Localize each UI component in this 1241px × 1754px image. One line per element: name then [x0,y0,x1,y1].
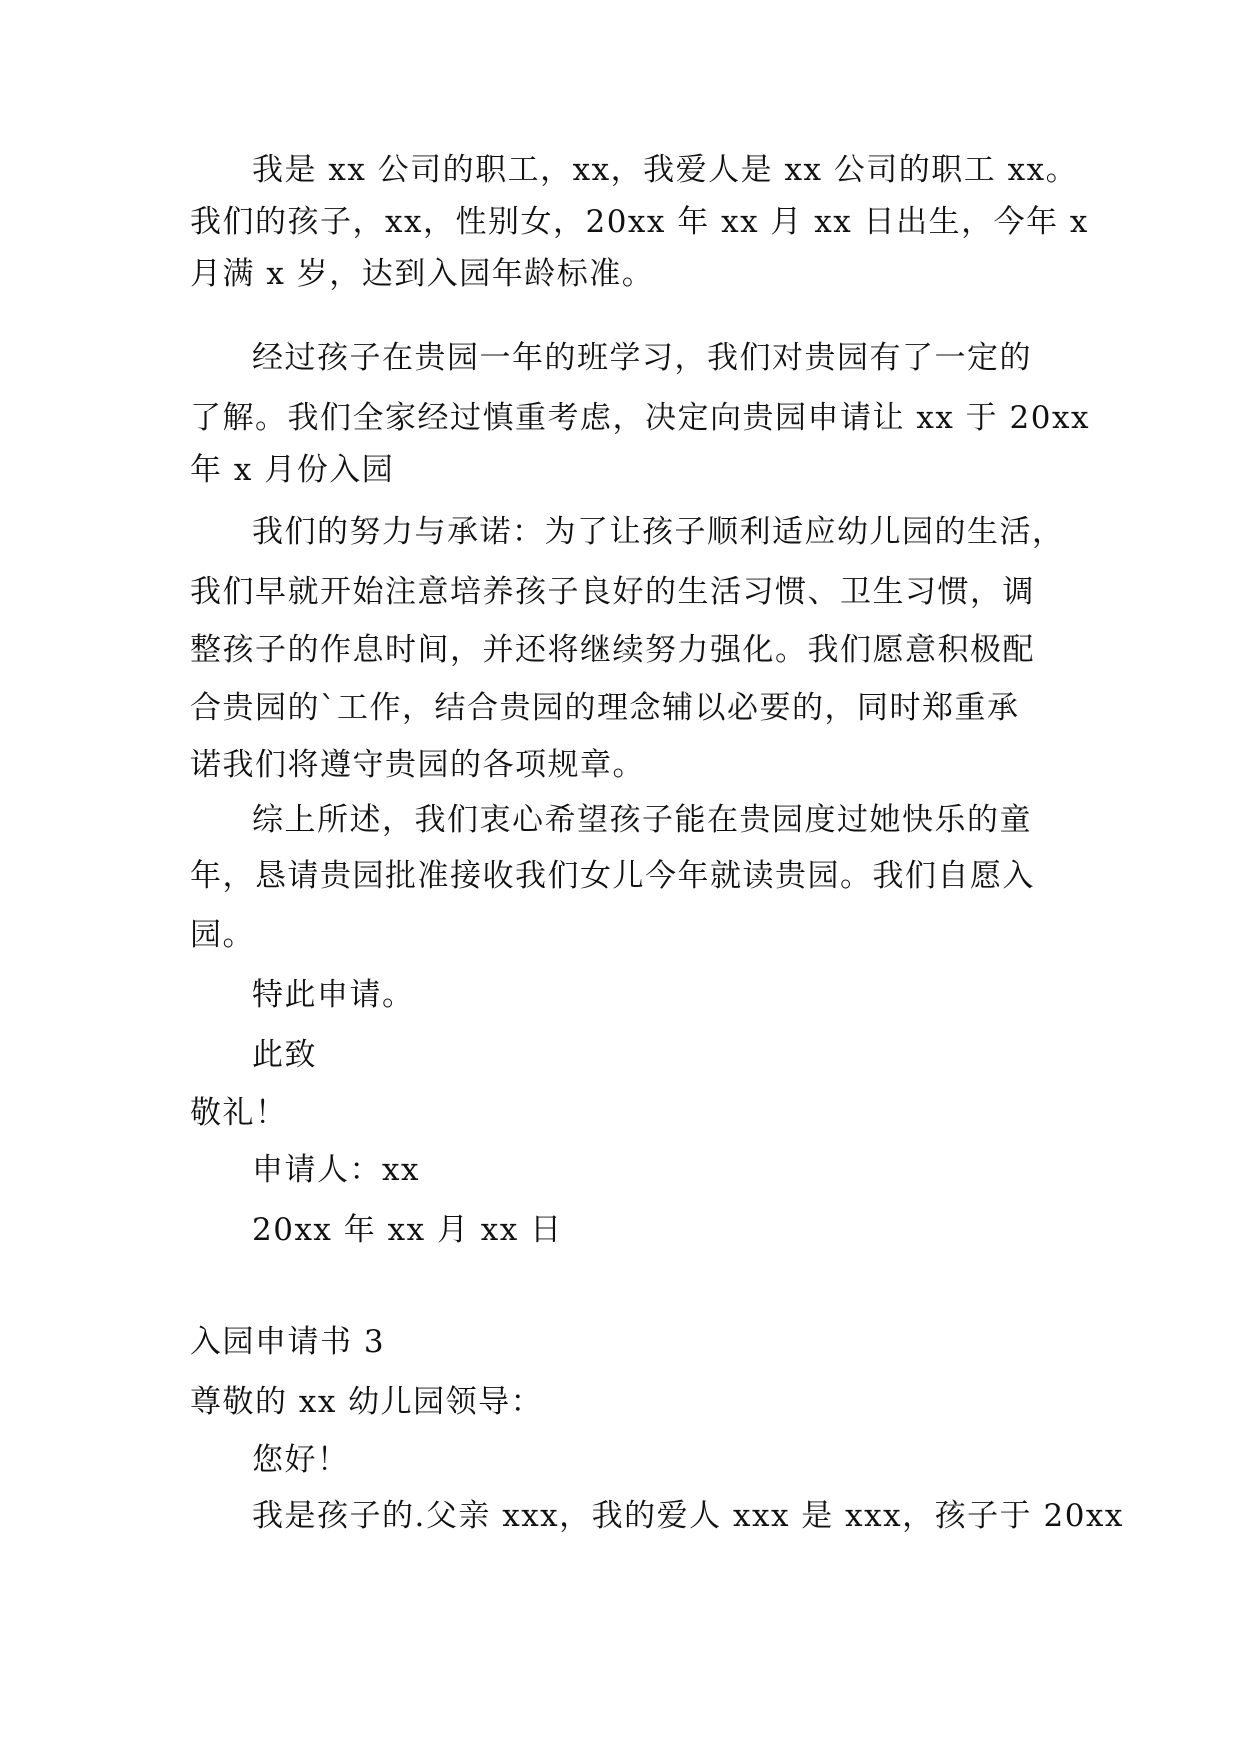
applicant-line: 申请人：xx [252,1152,420,1188]
closing-line: 特此申请。 [252,977,415,1013]
paragraph-line: 诺我们将遵守贵园的各项规章。 [190,747,645,783]
paragraph-line: 月满 x 岁，达到入园年龄标准。 [190,256,655,292]
paragraph-line: 整孩子的作息时间，并还将继续努力强化。我们愿意积极配 [190,632,1035,668]
paragraph-line: 年 x 月份入园 [190,452,395,488]
paragraph-line: 我们早就开始注意培养孩子良好的生活习惯、卫生习惯，调 [190,574,1035,610]
paragraph-line: 园。 [190,917,255,953]
paragraph-line: 了解。我们全家经过慎重考虑，决定向贵园申请让 xx 于 20xx [190,400,1090,436]
paragraph-line: 我是 xx 公司的职工，xx，我爱人是 xx 公司的职工 xx。 [252,152,1079,188]
section-title: 入园申请书 3 [190,1324,386,1360]
paragraph-line: 合贵园的`工作，结合贵园的理念辅以必要的，同时郑重承 [190,690,1020,726]
paragraph-line: 综上所述，我们衷心希望孩子能在贵园度过她快乐的童 [252,802,1032,838]
salutation-line: 尊敬的 xx 幼儿园领导： [190,1384,544,1420]
closing-line: 此致 [252,1037,317,1073]
paragraph-line: 年，恳请贵园批准接收我们女儿今年就读贵园。我们自愿入 [190,858,1035,894]
greeting-line: 您好！ [252,1442,350,1478]
paragraph-line: 我们的孩子，xx，性别女，20xx 年 xx 月 xx 日出生，今年 x [190,204,1089,240]
paragraph-line: 经过孩子在贵园一年的班学习，我们对贵园有了一定的 [252,340,1032,376]
paragraph-line: 我们的努力与承诺：为了让孩子顺利适应幼儿园的生活， [252,514,1065,550]
closing-line: 敬礼！ [190,1095,288,1131]
date-line: 20xx 年 xx 月 xx 日 [252,1212,563,1248]
paragraph-line: 我是孩子的.父亲 xxx，我的爱人 xxx 是 xxx，孩子于 20xx [252,1498,1124,1534]
